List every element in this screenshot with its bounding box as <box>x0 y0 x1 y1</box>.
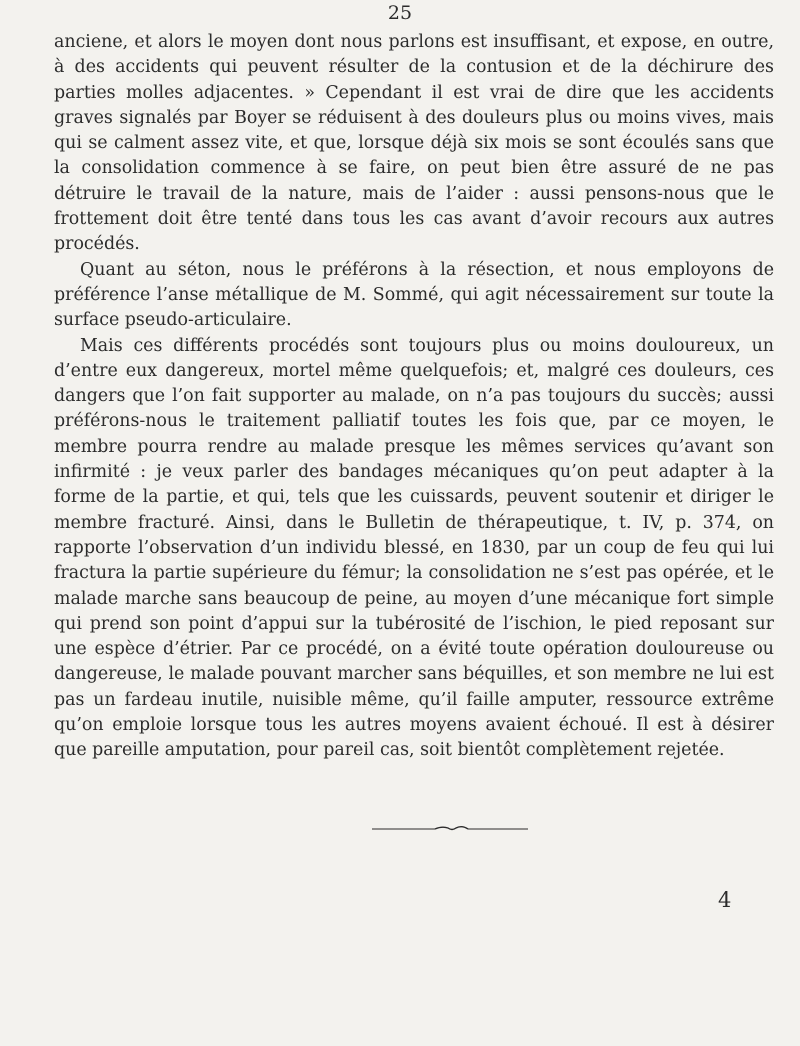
page-number: 25 <box>387 2 413 24</box>
paragraph-continuation: anciene, et alors le moyen dont nous parlons est insuffisant, et expose, en outre, à des accidents qui peuvent résulter de la contusion et de la déchirure des parties molles adjacentes. » Cependant il est vrai de dire que les accidents graves signalés par Boyer se réduisent à des douleurs plus ou moins vives, mais qui se calment assez vite, et que, lorsque déjà six mois se sont écoulés sans que la consolidation commence à se faire, on peut bien être assuré de ne pas détruire le travail de la nature, mais de l’aider : aussi pensons-nous que le frottement doit être tenté dans tous les cas avant d’avoir recours aux autres procédés. <box>54 32 774 255</box>
signature-mark: 4 <box>718 888 732 912</box>
end-of-chapter-rule <box>370 823 530 835</box>
paragraph-seton: Quant au séton, nous le préférons à la résection, et nous employons de préférence l’anse métallique de M. Sommé, qui agit nécessairement sur toute la surface pseudo-articulaire. <box>54 259 774 331</box>
paragraph-procedures: Mais ces différents procédés sont toujours plus ou moins douloureux, un d’entre eux dangereux, mortel même quelquefois; et, malgré ces douleurs, ces dangers que l’on fait supporter au malade, on n’a pas toujours du succès; aussi préférons-nous le traitement palliatif toutes les fois que, par ce moyen, le membre pourra rendre au malade presque les mêmes services qu’avant son infirmité : je veux parler des bandages mécaniques qu’on peut adapter à la forme de la partie, et qui, tels que les cuissards, peuvent soutenir et diriger le membre fracturé. Ainsi, dans le Bulletin de thérapeutique, t. IV, p. 374, on rapporte l’observation d’un individu blessé, en 1830, par un coup de feu qui lui fractura la partie supérieure du fémur; la consolidation ne s’est pas opérée, et le malade marche sans beaucoup de peine, au moyen d’une mécanique fort simple qui prend son point d’appui sur la tubérosité de l’ischion, le pied reposant sur une espèce d’étrier. Par ce procédé, on a évité toute opération douloureuse ou dangereuse, le malade pouvant marcher sans béquilles, et son membre ne lui est pas un fardeau inutile, nuisible même, qu’il faille amputer, ressource extrême qu’on emploie lorsque tous les autres moyens avaient échoué. Il est à désirer que pareille amputation, pour pareil cas, soit bientôt complètement rejetée. <box>54 335 774 761</box>
body-text <box>54 30 774 764</box>
